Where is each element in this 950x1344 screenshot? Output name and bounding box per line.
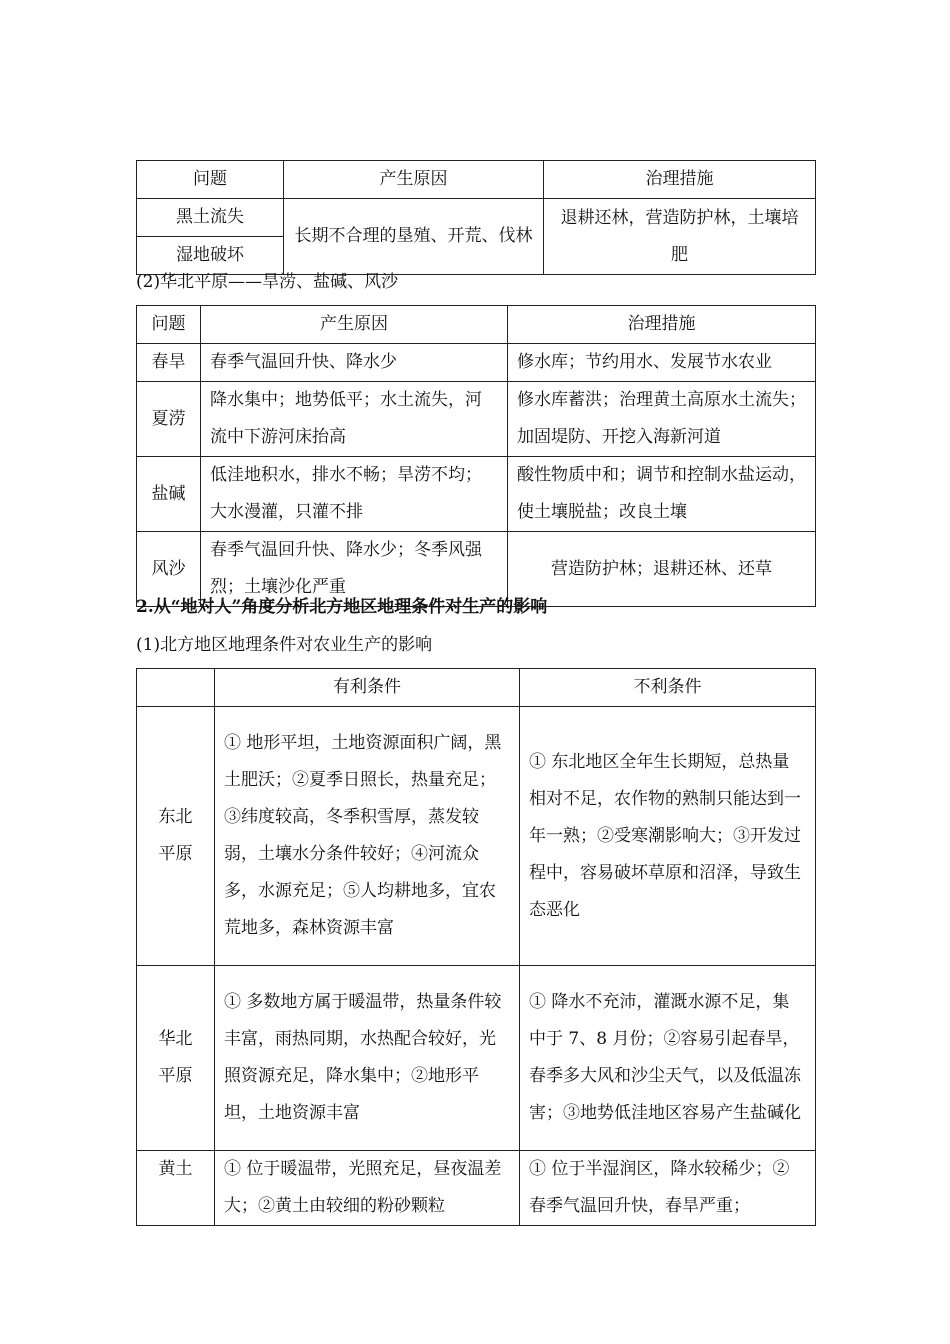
cause-cell: 春季气温回升快、降水少 — [201, 344, 508, 382]
table-header: 问题 — [137, 306, 201, 344]
northeast-problems-table — [136, 160, 816, 275]
measure-cell: 修水库；节约用水、发展节水农业 — [508, 344, 816, 382]
table-header: 问题 — [137, 161, 284, 199]
problem-cell: 盐碱 — [137, 457, 201, 532]
table-header: 产生原因 — [201, 306, 508, 344]
favorable-cell: ① 多数地方属于暖温带，热量条件较丰富，雨热同期，水热配合较好，光照资源充足，降水集中；②地形平坦，土地资源丰富 — [215, 966, 520, 1151]
section-title: 2.从“地对人”角度分析北方地区地理条件对生产的影响 — [136, 597, 548, 617]
table-header: 不利条件 — [520, 669, 816, 707]
table-header — [137, 669, 215, 707]
problem-cell: 风沙 — [137, 532, 201, 607]
measure-cell: 酸性物质中和；调节和控制水盐运动，使土壤脱盐；改良土壤 — [508, 457, 816, 532]
unfavorable-cell: ① 降水不充沛，灌溉水源不足，集中于 7、8 月份；②容易引起春旱，春季多大风和沙尘天气，以及低温冻害；③地势低洼地区容易产生盐碱化 — [520, 966, 816, 1151]
north-china-problems-table — [136, 305, 816, 607]
measure-cell: 退耕还林，营造防护林，土壤培肥 — [544, 199, 816, 275]
table-header: 治理措施 — [508, 306, 816, 344]
agriculture-conditions-table — [136, 668, 816, 1226]
favorable-cell: ① 位于暖温带，光照充足，昼夜温差大；②黄土由较细的粉砂颗粒 — [215, 1151, 520, 1226]
section-subtitle: (1)北方地区地理条件对农业生产的影响 — [136, 635, 433, 655]
cause-cell: 降水集中；地势低平；水土流失，河流中下游河床抬高 — [201, 382, 508, 457]
region-cell: 华北平原 — [137, 966, 215, 1151]
unfavorable-cell: ① 位于半湿润区，降水较稀少；②春季气温回升快，春旱严重； — [520, 1151, 816, 1226]
measure-cell: 修水库蓄洪；治理黄土高原水土流失；加固堤防、开挖入海新河道 — [508, 382, 816, 457]
problem-cell: 夏涝 — [137, 382, 201, 457]
favorable-cell: ① 地形平坦，土地资源面积广阔，黑土肥沃；②夏季日照长，热量充足；③纬度较高，冬季积雪厚，蒸发较弱，土壤水分条件较好；④河流众多，水源充足；⑤人均耕地多，宜农荒地多，森林资源丰富 — [215, 707, 520, 966]
table-header: 有利条件 — [215, 669, 520, 707]
region-cell: 黄土 — [137, 1151, 215, 1226]
table-header: 产生原因 — [284, 161, 544, 199]
cause-cell: 低洼地积水，排水不畅；旱涝不均；大水漫灌，只灌不排 — [201, 457, 508, 532]
problem-cell: 黑土流失 — [137, 199, 284, 237]
cause-cell: 长期不合理的垦殖、开荒、伐林 — [284, 199, 544, 275]
problem-cell: 湿地破坏 — [137, 237, 284, 275]
subheading-north-china: (2)华北平原——旱涝、盐碱、风沙 — [136, 272, 399, 292]
problem-cell: 春旱 — [137, 344, 201, 382]
measure-cell: 营造防护林；退耕还林、还草 — [508, 532, 816, 607]
table-header: 治理措施 — [544, 161, 816, 199]
region-cell: 东北平原 — [137, 707, 215, 966]
cause-cell: 春季气温回升快、降水少；冬季风强烈；土壤沙化严重 — [201, 532, 508, 607]
unfavorable-cell: ① 东北地区全年生长期短，总热量相对不足，农作物的熟制只能达到一年一熟；②受寒潮影响大；③开发过程中，容易破坏草原和沼泽，导致生态恶化 — [520, 707, 816, 966]
